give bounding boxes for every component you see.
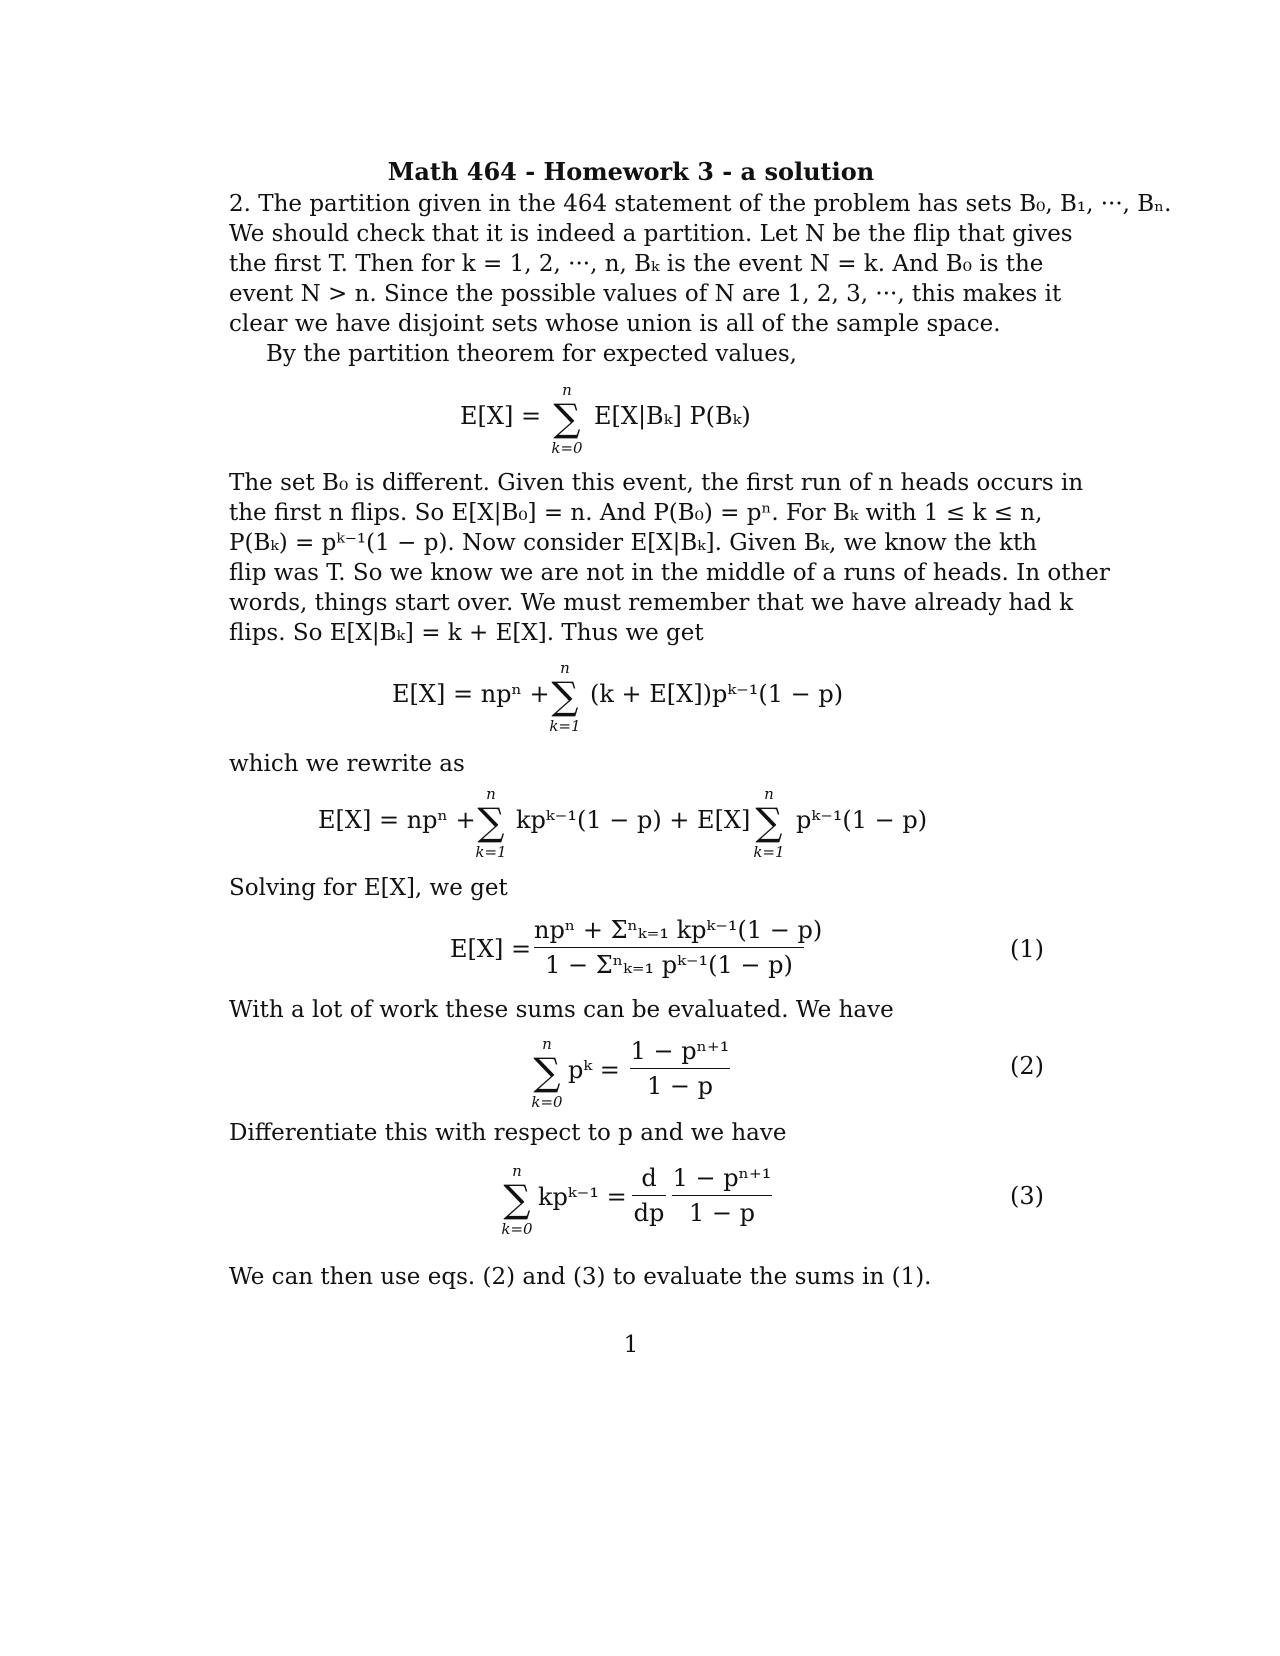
equation-rhs: E[X|Bₖ] P(Bₖ) [594, 402, 751, 430]
fraction [672, 1163, 772, 1228]
text-line: We should check that it is indeed a partition. Let N be the flip that gives [229, 221, 1073, 247]
text-line: The set B₀ is different. Given this event, the first run of n heads occurs in [229, 470, 1084, 496]
sum-lower-limit: k=0 [551, 439, 583, 457]
sum-upper-limit: n [542, 1035, 552, 1053]
sum-lower-limit: k=0 [531, 1093, 563, 1111]
fraction-denominator: 1 − Σⁿₖ₌₁ pᵏ⁻¹(1 − p) [545, 951, 793, 979]
sum-upper-limit: n [562, 381, 572, 399]
equation-number: (3) [1010, 1182, 1044, 1210]
equation-term: pᵏ = [568, 1056, 620, 1084]
sum-upper-limit: n [764, 785, 774, 803]
text-line: With a lot of work these sums can be evaluated. We have [229, 997, 894, 1023]
derivative-operator [632, 1163, 666, 1228]
page-title: Math 464 - Homework 3 - a solution [387, 157, 875, 186]
fraction-denominator: 1 − p [689, 1199, 755, 1227]
sigma-glyph: ∑ [553, 396, 581, 440]
equation-recursion [392, 660, 852, 740]
sigma-glyph: ∑ [503, 1177, 531, 1221]
page-number: 1 [623, 1332, 639, 1358]
paragraph-conclusion [229, 1262, 1037, 1292]
equation-2 [530, 1036, 830, 1116]
equation-rhs: (k + E[X])pᵏ⁻¹(1 − p) [590, 680, 844, 708]
paragraph-partition [229, 189, 1172, 339]
fraction [534, 915, 823, 980]
text-line: 2. The partition given in the 464 statement of the problem has sets B₀, B₁, ···, Bₙ. [229, 191, 1172, 217]
paragraph-theorem [266, 339, 1037, 369]
equation-middle: kpᵏ⁻¹(1 − p) + E[X] [516, 806, 751, 834]
sum-lower-limit: k=1 [549, 717, 581, 735]
paragraph-differentiate [229, 1118, 1037, 1148]
paragraph-rewrite [229, 749, 1037, 779]
equation-expectation-partition [460, 382, 780, 462]
fraction-numerator: 1 − pⁿ⁺¹ [672, 1164, 772, 1192]
text-line: flips. So E[X|Bₖ] = k + E[X]. Thus we get [229, 620, 704, 646]
text-line: words, things start over. We must remember that we have already had k [229, 590, 1074, 616]
text-line: the first n flips. So E[X|B₀] = n. And P(B₀) = pⁿ. For Bₖ with 1 ≤ k ≤ n, [229, 500, 1043, 526]
sigma-glyph: ∑ [477, 800, 505, 844]
equation-1 [450, 915, 850, 987]
sigma-glyph: ∑ [755, 800, 783, 844]
equation-expanded [318, 785, 928, 866]
paragraph-solving [229, 873, 1037, 903]
sum-upper-limit: n [560, 659, 570, 677]
fraction-bar [534, 947, 804, 948]
fraction-bar [632, 1195, 666, 1196]
sum-lower-limit: k=1 [475, 843, 507, 861]
fraction-numerator: 1 − pⁿ⁺¹ [630, 1037, 730, 1065]
equation-number: (1) [1010, 935, 1044, 963]
text-line: event N > n. Since the possible values of N are 1, 2, 3, ···, this makes it [229, 281, 1062, 307]
text-line: which we rewrite as [229, 751, 465, 777]
text-line: flip was T. So we know we are not in the middle of a runs of heads. In other [229, 560, 1110, 586]
equation-3 [500, 1163, 800, 1243]
sigma-glyph: ∑ [533, 1050, 561, 1094]
text-line: Solving for E[X], we get [229, 875, 508, 901]
equation-rhs: pᵏ⁻¹(1 − p) [796, 806, 928, 834]
equation-lhs: E[X] = npⁿ + [318, 806, 476, 834]
fraction-bar [672, 1195, 772, 1196]
sum-upper-limit: n [512, 1162, 522, 1180]
fraction-numerator: d [641, 1164, 657, 1192]
fraction-denominator: 1 − p [647, 1072, 713, 1100]
fraction-numerator: npⁿ + Σⁿₖ₌₁ kpᵏ⁻¹(1 − p) [534, 916, 823, 944]
equation-lhs: E[X] = [450, 935, 532, 963]
text-line: By the partition theorem for expected values, [266, 341, 797, 367]
paragraph-b0-case [229, 468, 1110, 648]
sum-lower-limit: k=0 [501, 1220, 533, 1238]
text-line: the first T. Then for k = 1, 2, ···, n, Bₖ is the event N = k. And B₀ is the [229, 251, 1044, 277]
text-line: Differentiate this with respect to p and we have [229, 1120, 787, 1146]
paragraph-evaluate [229, 995, 1037, 1025]
text-line: We can then use eqs. (2) and (3) to evaluate the sums in (1). [229, 1264, 932, 1290]
text-line: clear we have disjoint sets whose union is all of the sample space. [229, 311, 1001, 337]
sigma-glyph: ∑ [551, 674, 579, 718]
sum-lower-limit: k=1 [753, 843, 785, 861]
equation-lhs: E[X] = npⁿ + [392, 680, 550, 708]
sum-upper-limit: n [486, 785, 496, 803]
fraction-denominator: dp [633, 1199, 665, 1227]
text-line: P(Bₖ) = pᵏ⁻¹(1 − p). Now consider E[X|Bₖ]. Given Bₖ, we know the kth [229, 530, 1037, 556]
equation-number: (2) [1010, 1052, 1044, 1080]
fraction [630, 1036, 730, 1101]
equation-lhs: E[X] = [460, 402, 542, 430]
equation-term: kpᵏ⁻¹ = [538, 1183, 627, 1211]
fraction-bar [630, 1068, 730, 1069]
